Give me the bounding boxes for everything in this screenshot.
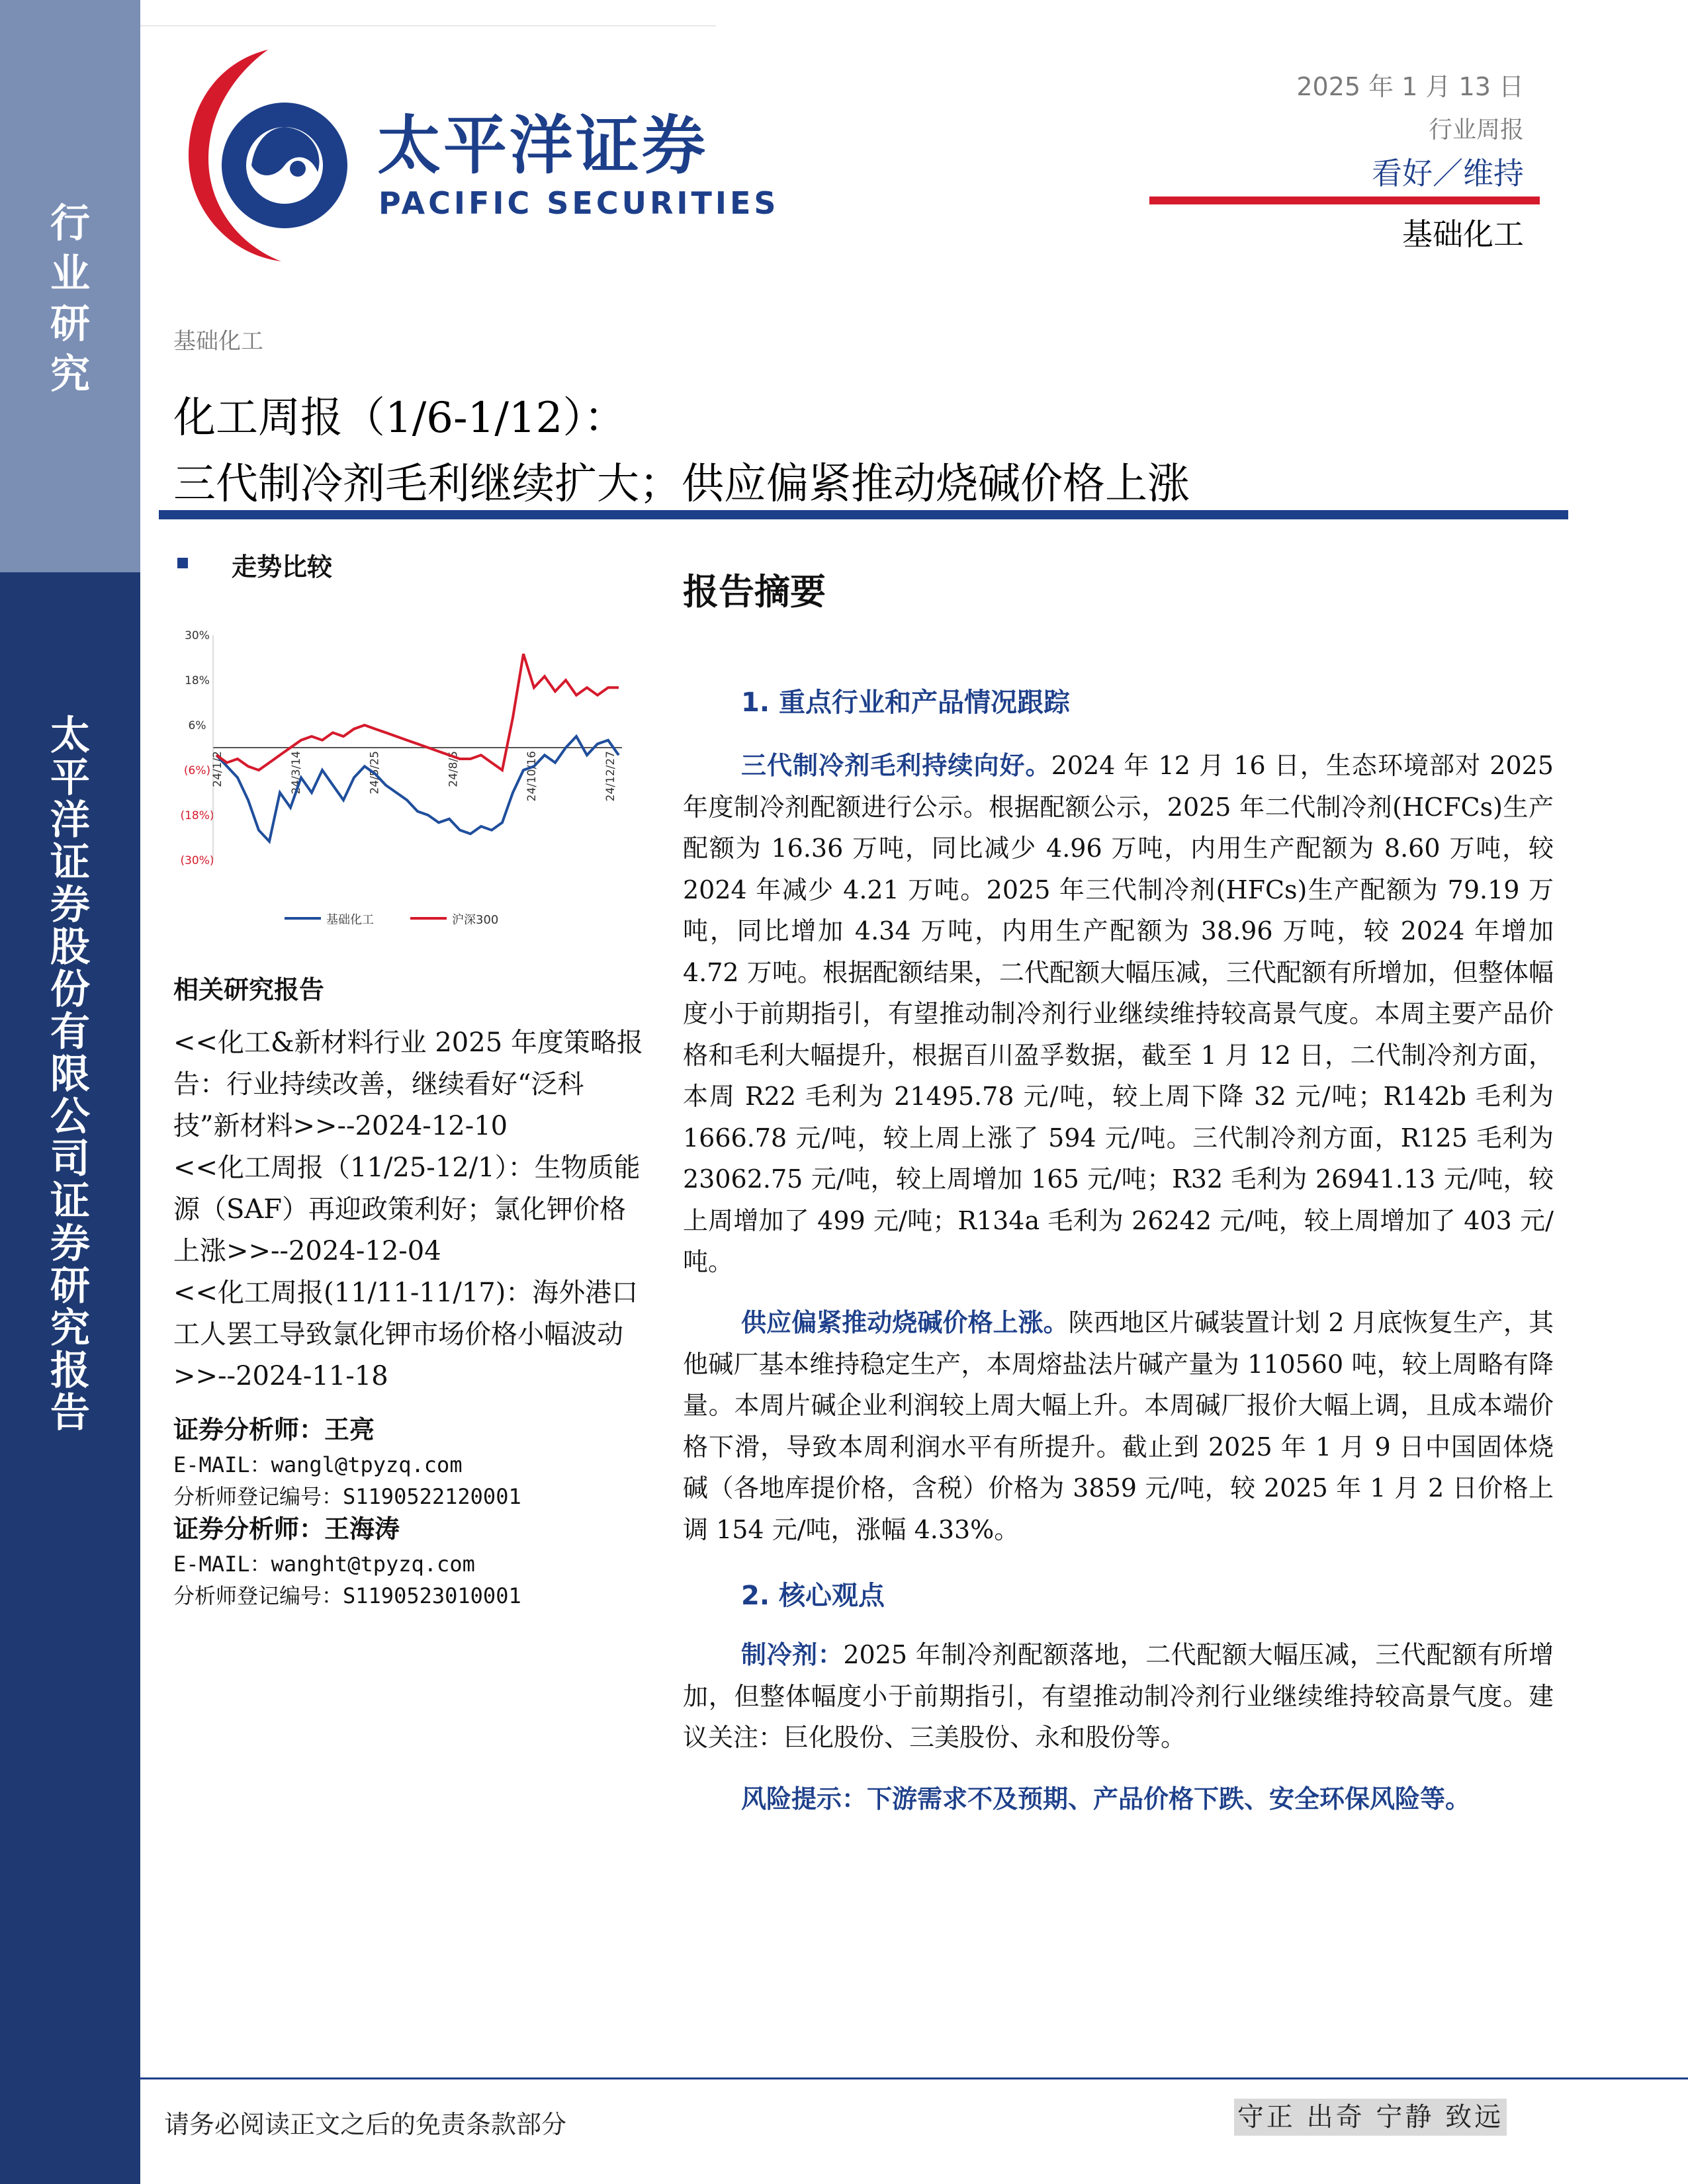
header-red-rule: [1149, 197, 1540, 204]
related-reports-heading: 相关研究报告: [173, 975, 325, 1004]
related-report-item[interactable]: <<化工&新材料行业 2025 年度策略报告：行业持续改善，继续看好“泛科技”新材料>>--2024-12-10: [173, 1027, 643, 1141]
trend-chart: [165, 615, 648, 939]
x-tick-label: 24/12/27: [604, 751, 617, 802]
report-date: 2025 年 1 月 13 日: [1296, 72, 1524, 101]
y-tick-label: 18%: [185, 674, 210, 687]
paragraph-lead: 三代制冷剂毛利持续向好。: [741, 750, 1051, 780]
sidebar-char: 业: [50, 251, 90, 297]
sidebar-label-company: [0, 715, 140, 1434]
y-tick-label: 6%: [188, 719, 206, 732]
sidebar-char: 行: [50, 200, 90, 247]
series-line-hs300: [216, 654, 619, 770]
sidebar-char: 报: [50, 1348, 90, 1394]
paragraph-lead: 制冷剂：: [741, 1639, 844, 1669]
rating: 看好／维持: [1372, 155, 1524, 191]
sidebar-char: 限: [50, 1051, 90, 1098]
risk-warning: 风险提示：下游需求不及预期、产品价格下跌、安全环保风险等。: [741, 1784, 1471, 1813]
x-tick-label: 24/1/2: [211, 751, 224, 787]
logo-text-cn: 太平洋证券: [377, 109, 708, 183]
related-reports-list: [173, 1022, 648, 1397]
y-tick-label: (30%): [180, 854, 214, 867]
pacific-securities-logo-icon: [175, 36, 361, 275]
legend-label-hs300: 沪深300: [452, 913, 499, 927]
x-tick-label: 24/8/5: [447, 751, 461, 787]
sidebar-char: 券: [50, 1221, 90, 1267]
related-report-item[interactable]: <<化工周报(11/11-11/17)：海外港口工人罢工导致氯化钾市场价格小幅波动>>--2024-11-18: [173, 1278, 639, 1391]
footer-motto: 守正 出奇 宁静 致远: [1234, 2099, 1507, 2136]
sidebar-char: 证: [50, 840, 90, 886]
series-line-basic-chem: [216, 736, 619, 842]
header-industry: 基础化工: [1402, 216, 1524, 252]
sidebar-char: 研: [50, 301, 90, 347]
analyst-block: [173, 1411, 656, 1512]
analyst-name: 证券分析师：王亮: [173, 1415, 375, 1444]
footer-disclaimer: 请务必阅读正文之后的免责条款部分: [164, 2110, 567, 2139]
sector-tag: 基础化工: [173, 328, 263, 355]
sidebar-char: 究: [50, 351, 90, 398]
paragraph-body: 2024 年 12 月 16 日，生态环境部对 2025 年度制冷剂配额进行公示。根据配额公示，2025 年二代制冷剂(HCFCs)生产配额为 16.36 万吨，同比减少 4.96 万吨，内用生产配额为 8.60 万吨，较 2024 年减少 4.21 万吨。2025 年三代制冷剂(HFCs)生产配额为 79.19 万吨，同比增加 4.34 万吨，内用生产配额为 38.96 万吨，较 2024 年增加 4.72 万吨。根据配额结果，二代配额大幅压减，三代配额有所增加，但整体幅度小于前期指引，有望推动制冷剂行业继续维持较高景气度。本周主要产品价格和毛利大幅提升，根据百川盈孚数据，截至 1 月 12 日，二代制冷剂方面，本周 R22 毛利为 21495.78 元/吨，较上周下降 32 元/吨；R142b 毛利为 1666.78 元/吨，较上周上涨了 594 元/吨。三代制冷剂方面，R125 毛利为 23062.75 元/吨，较上周增加 165 元/吨；R32 毛利为 26941.13 元/吨，较上周增加了 499 元/吨；R134a 毛利为 26242 元/吨，较上周增加了 403 元/吨。: [683, 751, 1554, 1276]
sidebar-char: 股: [50, 924, 90, 971]
legend-label-basic-chem: 基础化工: [326, 913, 374, 927]
sidebar-char: 太: [50, 713, 90, 759]
paragraph-core-view: [683, 1634, 1554, 1759]
footer-rule: [140, 2077, 1688, 2079]
sidebar-label-industry-research: [0, 198, 140, 400]
logo-text-en: PACIFIC SECURITIES: [378, 185, 779, 221]
analyst-name: 证券分析师：王海涛: [173, 1514, 400, 1544]
title-rule: [159, 510, 1568, 519]
y-tick-label: (6%): [183, 764, 211, 777]
section-heading-core-views: 2. 核心观点: [741, 1581, 885, 1611]
page-title-line1: 化工周报（1/6-1/12）：: [173, 394, 627, 443]
sidebar-char: 究: [50, 1305, 90, 1352]
section-heading-tracking: 1. 重点行业和产品情况跟踪: [741, 687, 1070, 718]
paragraph-body: 2025 年制冷剂配额落地，二代配额大幅压减，三代配额有所增加，但整体幅度小于前期指引，有望推动制冷剂行业继续维持较高景气度。建议关注：巨化股份、三美股份、永和股份等。: [683, 1640, 1554, 1752]
report-type: 行业周报: [1428, 116, 1524, 144]
sidebar-char: 有: [50, 1009, 90, 1055]
related-report-item[interactable]: <<化工周报（11/25-12/1）：生物质能源（SAF）再迎政策利好；氯化钾价格上涨>>--2024-12-04: [173, 1153, 641, 1266]
analyst-reg-number: 分析师登记编号：S1190523010001: [173, 1583, 521, 1608]
sidebar-char: 司: [50, 1136, 90, 1182]
x-tick-label: 24/3/14: [289, 751, 303, 795]
sidebar-char: 公: [50, 1094, 90, 1140]
page-title-line2: 三代制冷剂毛利继续扩大；供应偏紧推动烧碱价格上涨: [173, 460, 1190, 509]
sidebar-char: 研: [50, 1263, 90, 1309]
trend-bullet-icon: [177, 558, 188, 568]
paragraph-body: 陕西地区片碱装置计划 2 月底恢复生产，其他碱厂基本维持稳定生产，本周熔盐法片碱产量为 110560 吨，较上周略有降量。本周片碱企业利润较上周大幅上升。本周碱厂报价大幅上调，且成本端价格下滑，导致本周利润水平有所提升。截止到 2025 年 1 月 9 日中国固体烧碱（各地库提价格，含税）价格为 3859 元/吨，较 2025 年 1 月 2 日价格上调 154 元/吨，涨幅 4.33%。: [683, 1308, 1554, 1544]
sidebar-char: 平: [50, 755, 90, 801]
analyst-reg-number: 分析师登记编号：S1190522120001: [173, 1484, 521, 1509]
paragraph-refrigerant: [683, 745, 1554, 1283]
analyst-email[interactable]: E-MAIL：wangl@tpyzq.com: [173, 1452, 463, 1477]
paragraph-lead: 供应偏紧推动烧碱价格上涨。: [741, 1307, 1069, 1337]
trend-heading: 走势比较: [232, 552, 333, 582]
top-rule: [140, 25, 716, 26]
summary-heading: 报告摘要: [683, 570, 826, 613]
sidebar-char: 券: [50, 882, 90, 928]
y-tick-label: 30%: [185, 629, 210, 642]
sidebar-char: 证: [50, 1178, 90, 1225]
x-tick-label: 24/10/16: [525, 751, 539, 802]
sidebar-char: 洋: [50, 797, 90, 844]
analyst-email[interactable]: E-MAIL：wanght@tpyzq.com: [173, 1551, 475, 1577]
analyst-block: [173, 1510, 656, 1612]
sidebar-char: 告: [50, 1390, 90, 1436]
paragraph-caustic-soda: [683, 1302, 1554, 1550]
y-tick-label: (18%): [180, 809, 214, 822]
sidebar-char: 份: [50, 967, 90, 1013]
x-tick-label: 24/5/25: [368, 751, 382, 795]
